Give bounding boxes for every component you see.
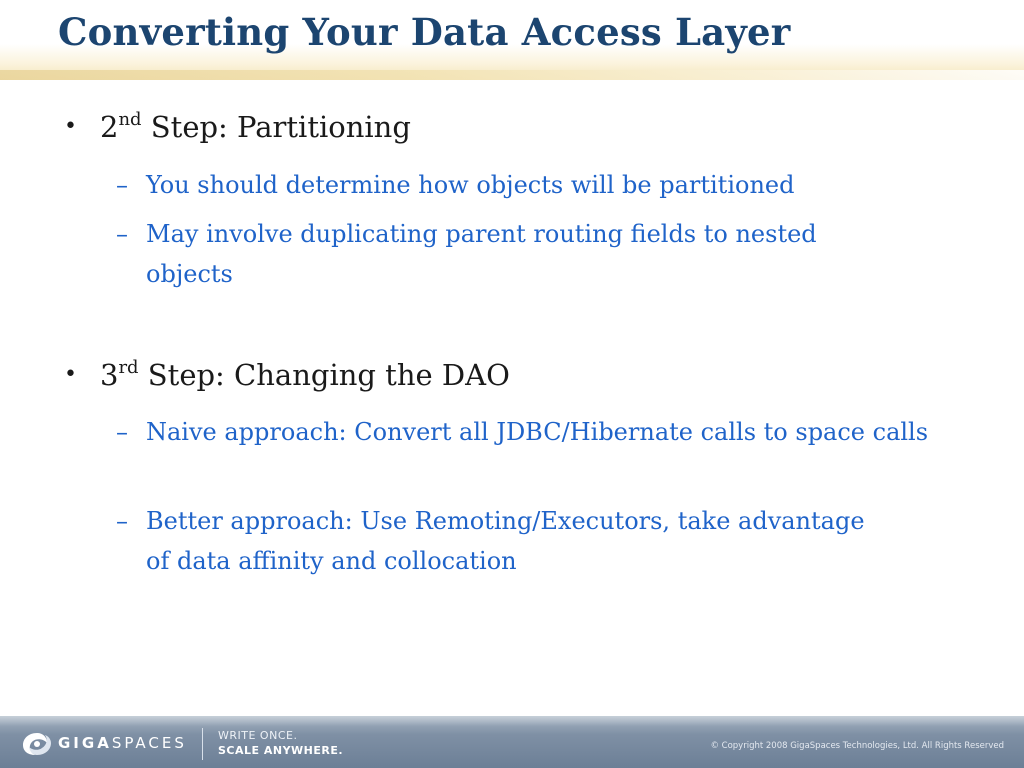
sub-bullet-text: Naive approach: Convert all JDBC/Hibernate calls to space calls bbox=[146, 418, 929, 446]
bullet-number: 3 bbox=[100, 358, 119, 392]
bullet-ordinal-suffix: rd bbox=[118, 357, 139, 378]
bullet-step-2 bbox=[64, 110, 411, 144]
title-band bbox=[0, 0, 1024, 80]
tagline-line-1: WRITE ONCE. bbox=[218, 729, 298, 742]
sub-bullet-dash: – bbox=[116, 171, 128, 199]
bullet-text: Step: Changing the DAO bbox=[138, 358, 510, 392]
bullet-marker: • bbox=[64, 114, 77, 139]
tagline-line-2: SCALE ANYWHERE. bbox=[218, 744, 344, 757]
sub-bullet-dash: – bbox=[116, 220, 128, 248]
sub-bullet-text: May involve duplicating parent routing fields to nested objects bbox=[146, 220, 817, 288]
sub-bullet bbox=[116, 165, 976, 205]
brand-name bbox=[58, 734, 187, 752]
bullet-step-3 bbox=[64, 358, 510, 392]
slide-title: Converting Your Data Access Layer bbox=[58, 10, 791, 54]
sub-bullet-dash: – bbox=[116, 418, 128, 446]
copyright-notice: © Copyright 2008 GigaSpaces Technologies, Ltd. All Rights Reserved bbox=[710, 741, 1004, 751]
footer-divider bbox=[202, 728, 203, 760]
sub-bullet-dash: – bbox=[116, 507, 128, 535]
brand-name-regular: SPACES bbox=[111, 734, 187, 752]
footer-bar bbox=[0, 716, 1024, 768]
sub-bullet-text: Better approach: Use Remoting/Executors, take advantage of data affinity and collocation bbox=[146, 507, 865, 575]
sub-bullet bbox=[116, 412, 976, 452]
bullet-text: Step: Partitioning bbox=[141, 110, 411, 144]
brand-name-bold: GIGA bbox=[58, 734, 112, 752]
bullet-ordinal-suffix: nd bbox=[118, 109, 142, 130]
bullet-marker: • bbox=[64, 362, 77, 387]
gigaspaces-swirl-icon bbox=[20, 730, 54, 758]
sub-bullet-text: You should determine how objects will be partitioned bbox=[146, 171, 795, 199]
tagline bbox=[218, 728, 343, 758]
sub-bullet bbox=[116, 501, 976, 581]
sub-bullet bbox=[116, 214, 976, 294]
bullet-number: 2 bbox=[100, 110, 119, 144]
